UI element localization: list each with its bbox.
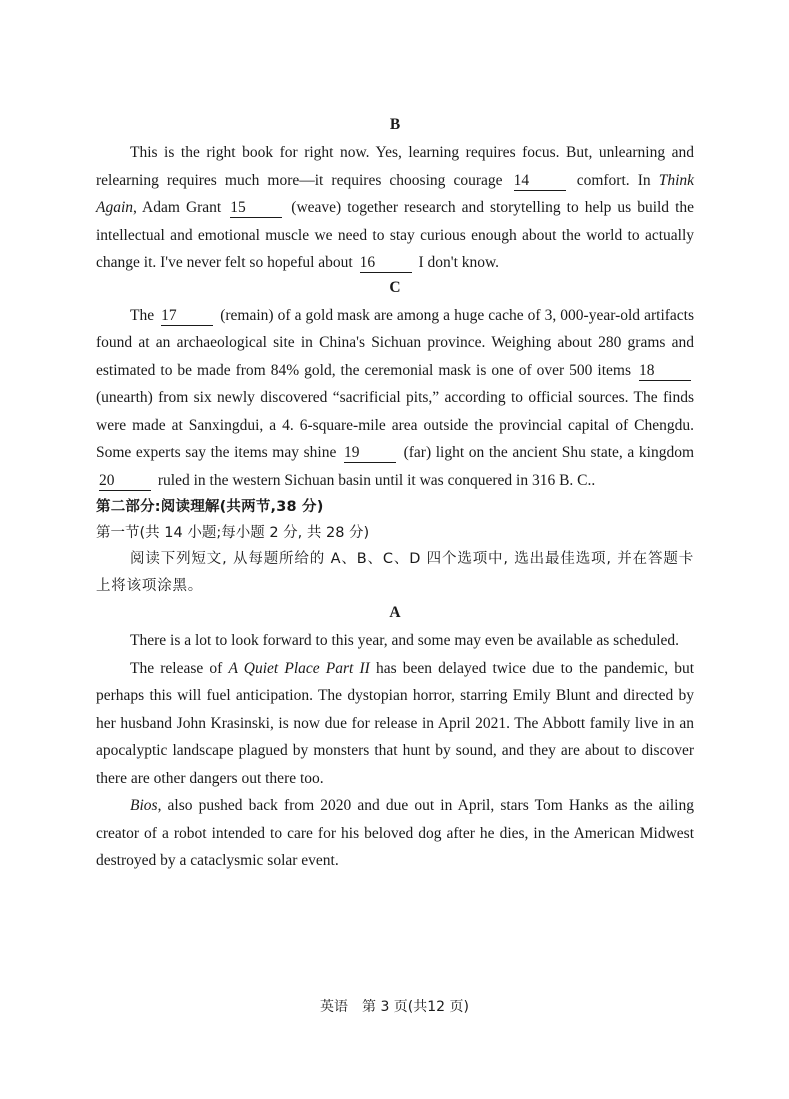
section-b-paragraph [96,139,694,277]
passage-a-paragraph-2 [96,655,694,793]
text-run: I don't know. [418,254,500,271]
text-run: , also pushed back from 2020 and due out in April, stars Tom Hanks as the ailing creator of a robot intended to care for his beloved dog after he dies, in the American Midwest destroyed by a cataclysmic solar event. [96,797,694,869]
text-run: The [130,306,155,324]
passage-a-heading: A [389,604,401,621]
film-title: A Quiet Place Part II [228,659,370,677]
blank-20: 20 [99,472,151,491]
part2-instruction: 阅读下列短文, 从每题所给的 A、B、C、D 四个选项中, 选出最佳选项, 并在答题卡上将该项涂黑。 [96,551,694,594]
text-run: has been delayed twice due to the pandemic, but perhaps this will fuel anticipation. The dystopian horror, starring Emily Blunt and directed by her husband John Krasinski, is now due for release in April 2021. The Abbott family live in an apocalyptic landscape plagued by monsters that hunt by sound, and they are about to discover there are other dangers out there too. [96,659,695,787]
text-run: (far) light on the ancient Shu state, a kingdom [403,444,695,461]
text-run: ruled in the western Sichuan basin until it was conquered in 316 B. C.. [157,471,596,489]
passage-a-paragraph-1: There is a lot to look forward to this year, and some may even be available as scheduled. [130,632,680,649]
section-c-paragraph [96,302,694,495]
blank-14: 14 [514,172,566,191]
section-b-heading: B [389,116,401,133]
blank-15: 15 [230,199,282,218]
section-c-heading: C [389,278,401,296]
text-run: , Adam Grant [133,199,222,216]
blank-17: 17 [161,307,213,326]
text-run: (remain) of a gold mask are among a huge cache of 3, 000-year-old artifacts found at an archaeological site in China's Sichuan province. Weighing about 280 grams and estimated to be made from 84% gold, the ceremonial mask is one of over 500 items [96,306,695,379]
text-run: This is the right book for right now. Yes, learning requires focus. But, unlearning and relearning requires much more—it requires choosing courage [96,144,694,189]
text-run: (unearth) from six newly discovered “sacrificial pits,” according to official sources. The finds were made at Sanxingdui, a 4. 6-square-mile area outside the provincial capital of Chengdu. Some experts say the items may shine [96,389,694,461]
passage-a-paragraph-3 [96,792,694,875]
film-title: Bios [130,797,158,814]
text-run: comfort. In [576,171,651,189]
blank-19: 19 [344,444,396,463]
page-footer: 英语 第 3 页(共12 页) [320,999,469,1015]
blank-16: 16 [360,254,412,273]
book-title: Think Again [96,171,695,216]
blank-18: 18 [639,362,691,381]
page-content [96,114,694,875]
text-run: The release of [130,659,223,677]
part2-title: 第二部分:阅读理解(共两节,38 分) [96,499,324,515]
part2-section1-title: 第一节(共 14 小题;每小题 2 分, 共 28 分) [96,525,370,541]
text-run: (weave) together research and storytelling to help us build the intellectual and emotional muscle we need to stay curious enough about the world to actually change it. I've never felt so hopeful about [96,199,694,271]
